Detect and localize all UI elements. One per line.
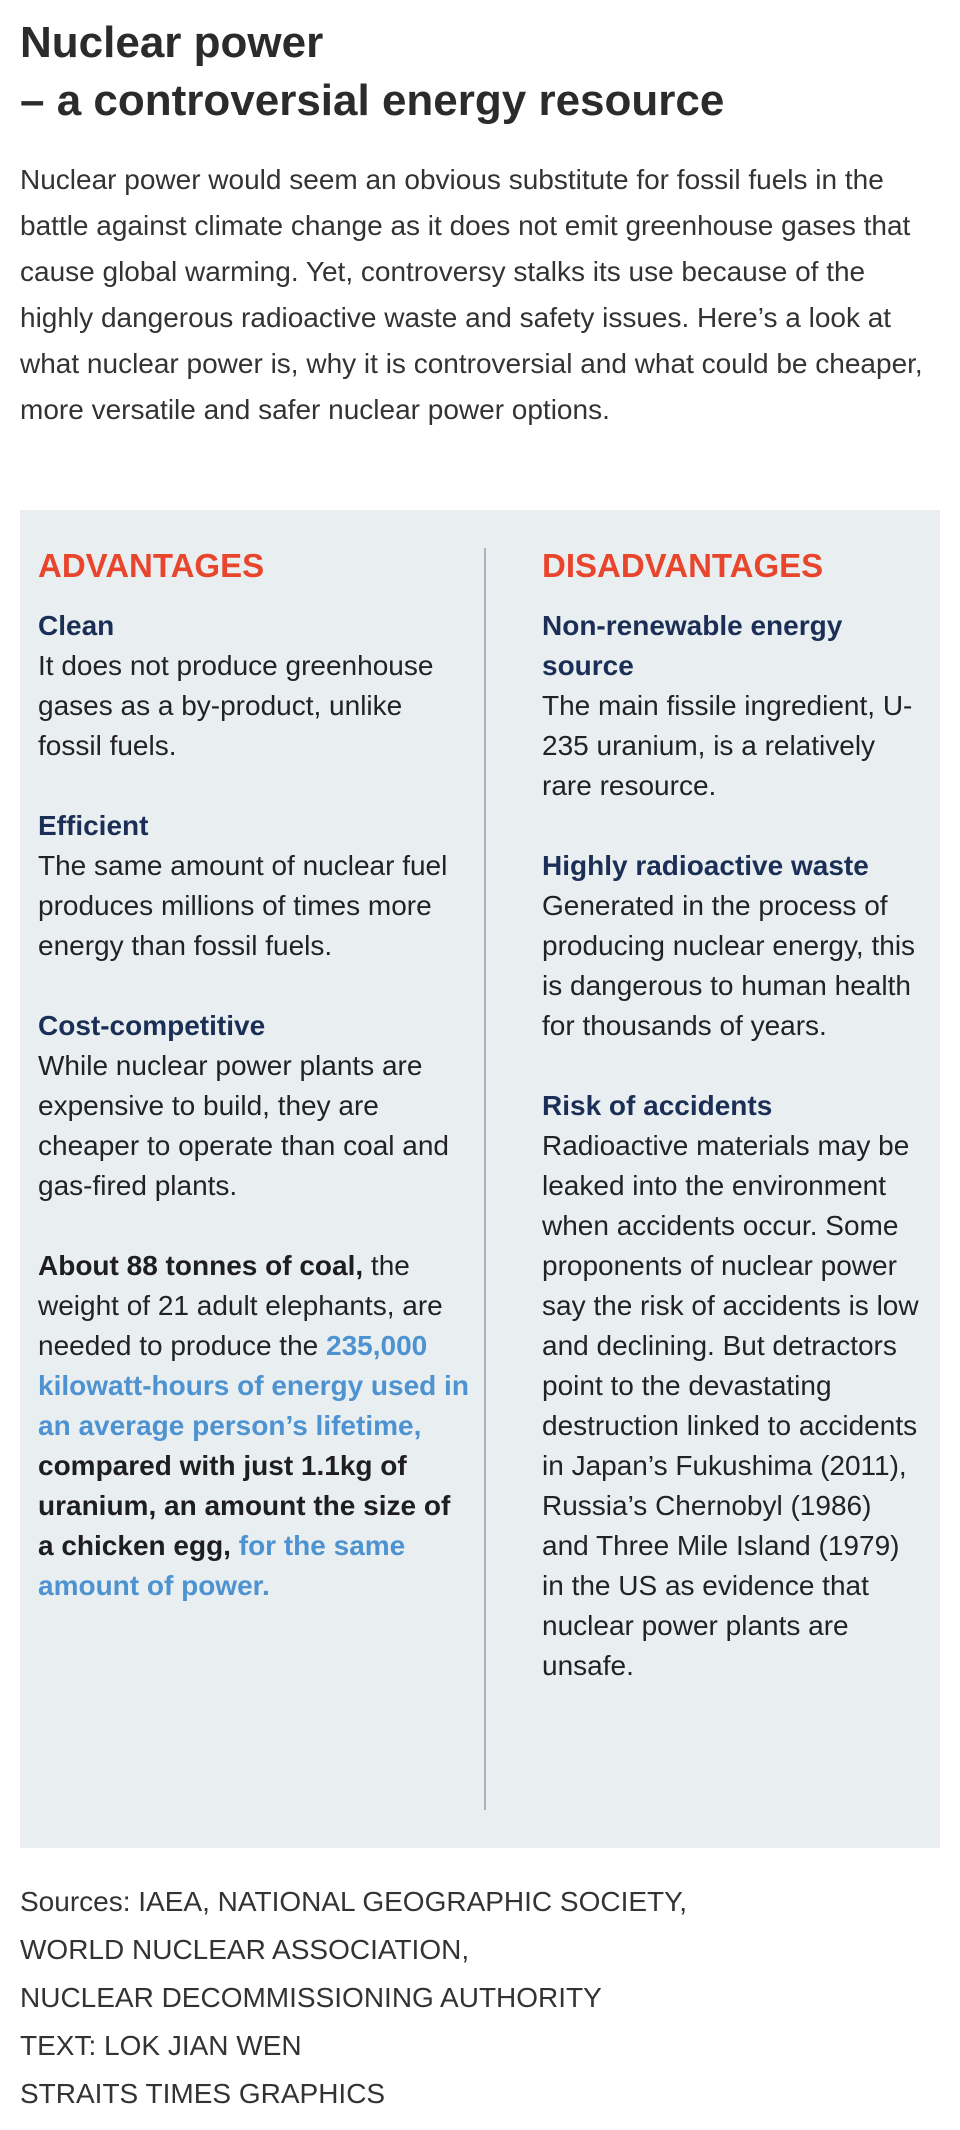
disadvantage-body: Radioactive materials may be leaked into the environment when accidents occur. Some proponents of nuclear power say the risk of accidents is low and declining. But detractors point to the devastating destruction linked to accidents in Japan’s Fukushima (2011), Russia’s Chernobyl (1986) and Three Mile Island (1979) in the US as evidence that nuclear power plants are unsafe.	[542, 1130, 919, 1681]
advantage-body: The same amount of nuclear fuel produces millions of times more energy than fossil fuels.	[38, 850, 448, 961]
disadvantage-body: Generated in the process of producing nuclear energy, this is dangerous to human health for thousands of years.	[542, 890, 916, 1041]
fact-highlight-1: 235,000 kilowatt-hours of energy used in an average person’s lifetime,	[38, 1330, 469, 1441]
advantages-heading: ADVANTAGES	[38, 547, 265, 584]
intro-paragraph: Nuclear power would seem an obvious substitute for fossil fuels in the battle against climate change as it does not emit greenhouse gases that cause global warming. Yet, controversy stalks its use because of the highly dangerous radioactive waste and safety issues. Here’s a look at what nuclear power is, why it is controversial and what could be cheaper, more versatile and safer nuclear power options.	[20, 164, 923, 425]
advantage-title: Efficient	[38, 810, 149, 841]
disadvantages-column	[542, 540, 922, 1726]
disadvantage-title: Risk of accidents	[542, 1090, 773, 1121]
disadvantage-item-risk-of-accidents	[542, 1086, 922, 1686]
page-title	[20, 14, 940, 130]
column-divider	[484, 548, 486, 1810]
advantages-column	[38, 540, 470, 1606]
title-line-1: Nuclear power	[20, 18, 324, 67]
fact-bold-1: About 88 tonnes of coal,	[38, 1250, 364, 1281]
sources-line: WORLD NUCLEAR ASSOCIATION,	[20, 1934, 470, 1965]
text-credit: TEXT: LOK JIAN WEN	[20, 2030, 302, 2061]
disadvantages-heading: DISADVANTAGES	[542, 547, 824, 584]
disadvantage-item-radioactive-waste	[542, 846, 922, 1046]
advantage-title: Clean	[38, 610, 115, 641]
disadvantage-title: Non-renewable energy source	[542, 610, 843, 681]
sources-line: Sources: IAEA, NATIONAL GEOGRAPHIC SOCIETY,	[20, 1886, 687, 1917]
disadvantage-item-non-renewable	[542, 606, 922, 806]
advantage-item-cost-competitive	[38, 1006, 470, 1206]
disadvantage-body: The main fissile ingredient, U-235 uranium, is a relatively rare resource.	[542, 690, 913, 801]
advantage-body: It does not produce greenhouse gases as a by-product, unlike fossil fuels.	[38, 650, 434, 761]
advantage-body: While nuclear power plants are expensive to build, they are cheaper to operate than coal and gas-fired plants.	[38, 1050, 449, 1201]
fact-highlight-2: for the same amount of power.	[38, 1530, 406, 1601]
title-line-2: – a controversial energy resource	[20, 76, 725, 125]
sources-line: NUCLEAR DECOMMISSIONING AUTHORITY	[20, 1982, 602, 2013]
advantage-title: Cost-competitive	[38, 1010, 266, 1041]
disadvantage-title: Highly radioactive waste	[542, 850, 869, 881]
coal-vs-uranium-fact	[38, 1246, 470, 1606]
graphics-credit: STRAITS TIMES GRAPHICS	[20, 2078, 386, 2109]
sources-credits	[20, 1878, 940, 2118]
advantage-item-clean	[38, 606, 470, 766]
fact-bold-2: compared with just 1.1kg of uranium, an amount the size of a chicken egg,	[38, 1450, 451, 1561]
advantage-item-efficient	[38, 806, 470, 966]
fact-text: the weight of 21 adult elephants, are needed to produce the	[38, 1250, 443, 1361]
